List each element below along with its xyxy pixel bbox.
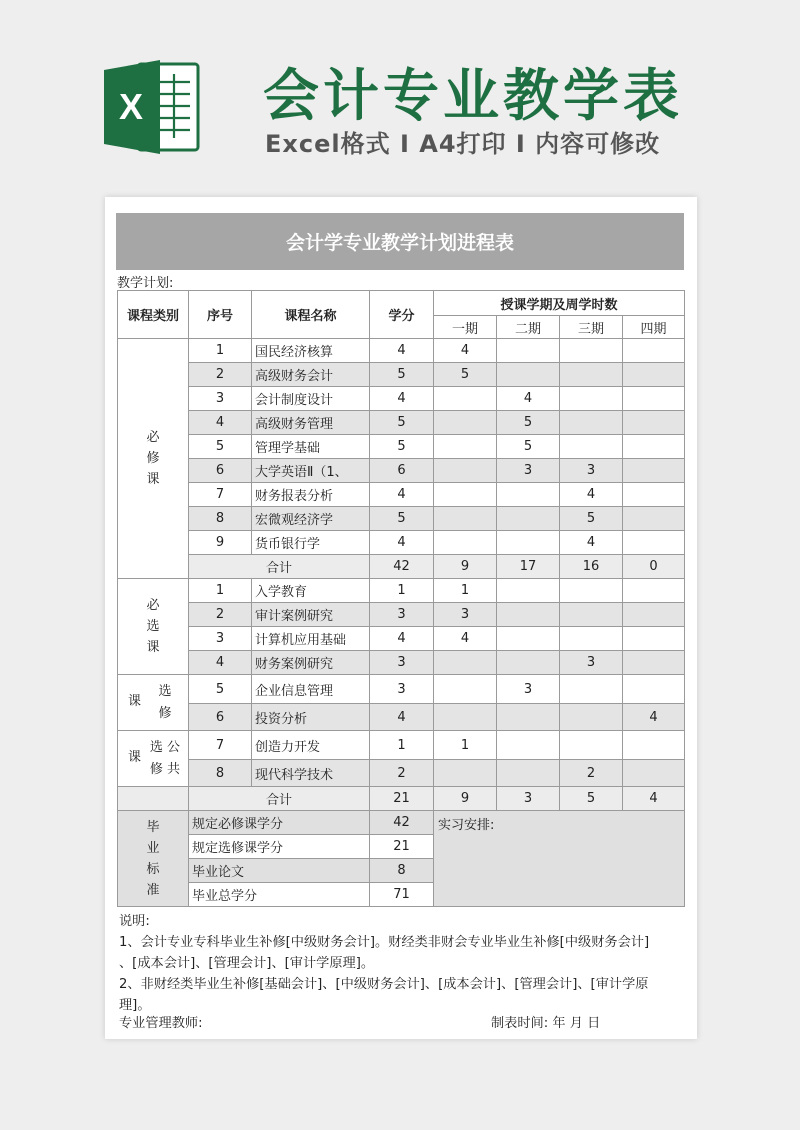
term-cell (560, 675, 623, 704)
term-cell (623, 459, 685, 483)
seq-cell: 1 (189, 579, 252, 603)
credit-cell: 3 (370, 675, 434, 704)
credit-cell: 6 (370, 459, 434, 483)
graduation-value-cell: 71 (370, 883, 434, 907)
term-cell: 4 (560, 483, 623, 507)
term-cell (560, 363, 623, 387)
course-name-cell: 企业信息管理 (252, 675, 370, 704)
term-cell (434, 435, 497, 459)
date-label: 制表时间: 年 月 日 (491, 1016, 601, 1031)
term-cell (434, 411, 497, 435)
term-cell (623, 731, 685, 760)
category-line: 课 (128, 749, 142, 765)
header-term-1: 一期 (434, 316, 497, 339)
table-row (118, 579, 685, 603)
total-label-cell: 合计 (189, 555, 370, 579)
term-cell (623, 760, 685, 787)
credit-cell: 5 (370, 435, 434, 459)
course-name-cell: 管理学基础 (252, 435, 370, 459)
table-row (118, 387, 685, 411)
table-row (118, 435, 685, 459)
term-cell (560, 411, 623, 435)
table-row (118, 651, 685, 675)
header-term-3: 三期 (560, 316, 623, 339)
term-cell (497, 363, 560, 387)
seq-cell: 6 (189, 704, 252, 731)
term-cell (623, 675, 685, 704)
category-cell (118, 675, 189, 731)
term-cell (623, 579, 685, 603)
term-cell (560, 731, 623, 760)
total-term-cell: 17 (497, 555, 560, 579)
credit-cell: 3 (370, 603, 434, 627)
term-cell: 1 (434, 731, 497, 760)
term-cell (623, 339, 685, 363)
graduation-value-cell: 8 (370, 859, 434, 883)
term-cell (497, 603, 560, 627)
graduation-value-cell: 42 (370, 811, 434, 835)
credit-cell: 4 (370, 339, 434, 363)
credit-cell: 4 (370, 704, 434, 731)
graduation-category-cell: 毕 业 标 准 (118, 811, 189, 907)
term-cell: 4 (623, 704, 685, 731)
term-cell (497, 579, 560, 603)
credit-cell: 2 (370, 760, 434, 787)
page-subtitle: Excel格式 I A4打印 I 内容可修改 (265, 130, 661, 158)
course-name-cell: 审计案例研究 (252, 603, 370, 627)
credit-cell: 5 (370, 507, 434, 531)
category-cell (118, 787, 189, 811)
graduation-label-cell: 规定必修课学分 (189, 811, 370, 835)
course-plan-table (117, 290, 685, 907)
seq-cell: 5 (189, 675, 252, 704)
teacher-label: 专业管理教师: (119, 1016, 203, 1031)
total-row (118, 555, 685, 579)
term-cell (497, 731, 560, 760)
term-cell (434, 760, 497, 787)
total-term-cell: 5 (560, 787, 623, 811)
term-cell: 3 (434, 603, 497, 627)
course-name-cell: 国民经济核算 (252, 339, 370, 363)
credit-cell: 4 (370, 387, 434, 411)
notes-line-3: 2、非财经类毕业生补修[基础会计]、[中级财务会计]、[成本会计]、[管理会计]、[审计学原 (119, 977, 649, 992)
graduation-label-cell: 毕业论文 (189, 859, 370, 883)
term-cell (623, 387, 685, 411)
term-cell (434, 507, 497, 531)
seq-cell: 6 (189, 459, 252, 483)
course-name-cell: 计算机应用基础 (252, 627, 370, 651)
excel-logo-icon (104, 58, 202, 156)
seq-cell: 2 (189, 363, 252, 387)
seq-cell: 4 (189, 411, 252, 435)
credit-cell: 1 (370, 579, 434, 603)
term-cell: 3 (560, 459, 623, 483)
total-credit-cell: 42 (370, 555, 434, 579)
table-row (118, 531, 685, 555)
term-cell (497, 483, 560, 507)
credit-cell: 3 (370, 651, 434, 675)
term-cell (623, 507, 685, 531)
seq-cell: 7 (189, 483, 252, 507)
sheet-title: 会计学专业教学计划进程表 (116, 213, 684, 270)
term-cell (560, 579, 623, 603)
category-line: 修 (158, 705, 172, 721)
graduation-row (118, 811, 685, 835)
total-term-cell: 4 (623, 787, 685, 811)
course-name-cell: 入学教育 (252, 579, 370, 603)
header-term-group: 授课学期及周学时数 (434, 291, 685, 316)
term-cell: 5 (497, 435, 560, 459)
plan-label: 教学计划: (117, 276, 174, 291)
category-line: 课 (128, 693, 142, 709)
svg-text:X: X (118, 86, 144, 127)
term-cell (560, 627, 623, 651)
table-row (118, 760, 685, 787)
seq-cell: 1 (189, 339, 252, 363)
term-cell (434, 459, 497, 483)
table-row (118, 731, 685, 760)
term-cell (623, 603, 685, 627)
term-cell (623, 531, 685, 555)
total-row (118, 787, 685, 811)
course-name-cell: 财务报表分析 (252, 483, 370, 507)
table-row (118, 411, 685, 435)
graduation-label-cell: 毕业总学分 (189, 883, 370, 907)
header-name: 课程名称 (252, 291, 370, 339)
term-cell: 2 (560, 760, 623, 787)
term-cell (623, 411, 685, 435)
term-cell (623, 627, 685, 651)
term-cell (623, 435, 685, 459)
term-cell: 4 (497, 387, 560, 411)
term-cell (497, 507, 560, 531)
total-credit-cell: 21 (370, 787, 434, 811)
term-cell (623, 363, 685, 387)
course-name-cell: 财务案例研究 (252, 651, 370, 675)
credit-cell: 1 (370, 731, 434, 760)
graduation-value-cell: 21 (370, 835, 434, 859)
seq-cell: 9 (189, 531, 252, 555)
credit-cell: 5 (370, 411, 434, 435)
table-row (118, 483, 685, 507)
seq-cell: 8 (189, 507, 252, 531)
category-cell: 必 修 课 (118, 339, 189, 579)
term-cell: 4 (434, 339, 497, 363)
term-cell: 5 (497, 411, 560, 435)
seq-cell: 3 (189, 387, 252, 411)
table-row (118, 675, 685, 704)
category-line: 选 公 (149, 739, 181, 755)
notes-line-4: 理]。 (119, 998, 151, 1013)
term-cell (497, 339, 560, 363)
header-seq: 序号 (189, 291, 252, 339)
total-term-cell: 9 (434, 555, 497, 579)
notes-line-2: 、[成本会计]、[管理会计]、[审计学原理]。 (119, 956, 375, 971)
category-cell: 必 选 课 (118, 579, 189, 675)
term-cell (497, 704, 560, 731)
term-cell (434, 675, 497, 704)
notes-heading: 说明: (119, 914, 150, 929)
course-name-cell: 大学英语Ⅱ（1、 (252, 459, 370, 483)
term-cell: 4 (434, 627, 497, 651)
course-name-cell: 高级财务管理 (252, 411, 370, 435)
term-cell (560, 603, 623, 627)
seq-cell: 2 (189, 603, 252, 627)
notes (119, 911, 689, 1016)
table-row (118, 459, 685, 483)
course-name-cell: 投资分析 (252, 704, 370, 731)
term-cell: 3 (497, 675, 560, 704)
credit-cell: 4 (370, 483, 434, 507)
course-name-cell: 货币银行学 (252, 531, 370, 555)
header-term-2: 二期 (497, 316, 560, 339)
seq-cell: 3 (189, 627, 252, 651)
total-label-cell: 合计 (189, 787, 370, 811)
course-name-cell: 创造力开发 (252, 731, 370, 760)
course-name-cell: 现代科学技术 (252, 760, 370, 787)
course-name-cell: 高级财务会计 (252, 363, 370, 387)
term-cell (497, 531, 560, 555)
term-cell (560, 387, 623, 411)
term-cell: 4 (560, 531, 623, 555)
term-cell: 5 (434, 363, 497, 387)
header-category: 课程类别 (118, 291, 189, 339)
total-term-cell: 9 (434, 787, 497, 811)
term-cell: 3 (560, 651, 623, 675)
category-line: 选 (158, 683, 172, 699)
term-cell (434, 704, 497, 731)
seq-cell: 8 (189, 760, 252, 787)
header-credit: 学分 (370, 291, 434, 339)
term-cell (497, 651, 560, 675)
term-cell (497, 627, 560, 651)
notes-line-1: 1、会计专业专科毕业生补修[中级财务会计]。财经类非财会专业毕业生补修[中级财务会计] (119, 935, 650, 950)
graduation-label-cell: 规定选修课学分 (189, 835, 370, 859)
term-cell (560, 704, 623, 731)
term-cell (434, 531, 497, 555)
table-row (118, 603, 685, 627)
course-name-cell: 会计制度设计 (252, 387, 370, 411)
internship-cell: 实习安排: (434, 811, 685, 907)
term-cell (434, 651, 497, 675)
term-cell (623, 651, 685, 675)
credit-cell: 4 (370, 531, 434, 555)
term-cell: 1 (434, 579, 497, 603)
course-name-cell: 宏微观经济学 (252, 507, 370, 531)
term-cell (434, 387, 497, 411)
term-cell (560, 339, 623, 363)
total-term-cell: 16 (560, 555, 623, 579)
table-row (118, 704, 685, 731)
credit-cell: 4 (370, 627, 434, 651)
term-cell: 5 (560, 507, 623, 531)
term-cell (497, 760, 560, 787)
term-cell: 3 (497, 459, 560, 483)
total-term-cell: 3 (497, 787, 560, 811)
table-row (118, 507, 685, 531)
credit-cell: 5 (370, 363, 434, 387)
table-row (118, 627, 685, 651)
seq-cell: 5 (189, 435, 252, 459)
seq-cell: 4 (189, 651, 252, 675)
term-cell (560, 435, 623, 459)
seq-cell: 7 (189, 731, 252, 760)
table-row (118, 363, 685, 387)
category-cell (118, 731, 189, 787)
total-term-cell: 0 (623, 555, 685, 579)
page-title: 会计专业教学表 (263, 64, 683, 129)
term-cell (623, 483, 685, 507)
header-term-4: 四期 (623, 316, 685, 339)
table-row (118, 339, 685, 363)
category-line: 修 共 (149, 761, 181, 777)
term-cell (434, 483, 497, 507)
